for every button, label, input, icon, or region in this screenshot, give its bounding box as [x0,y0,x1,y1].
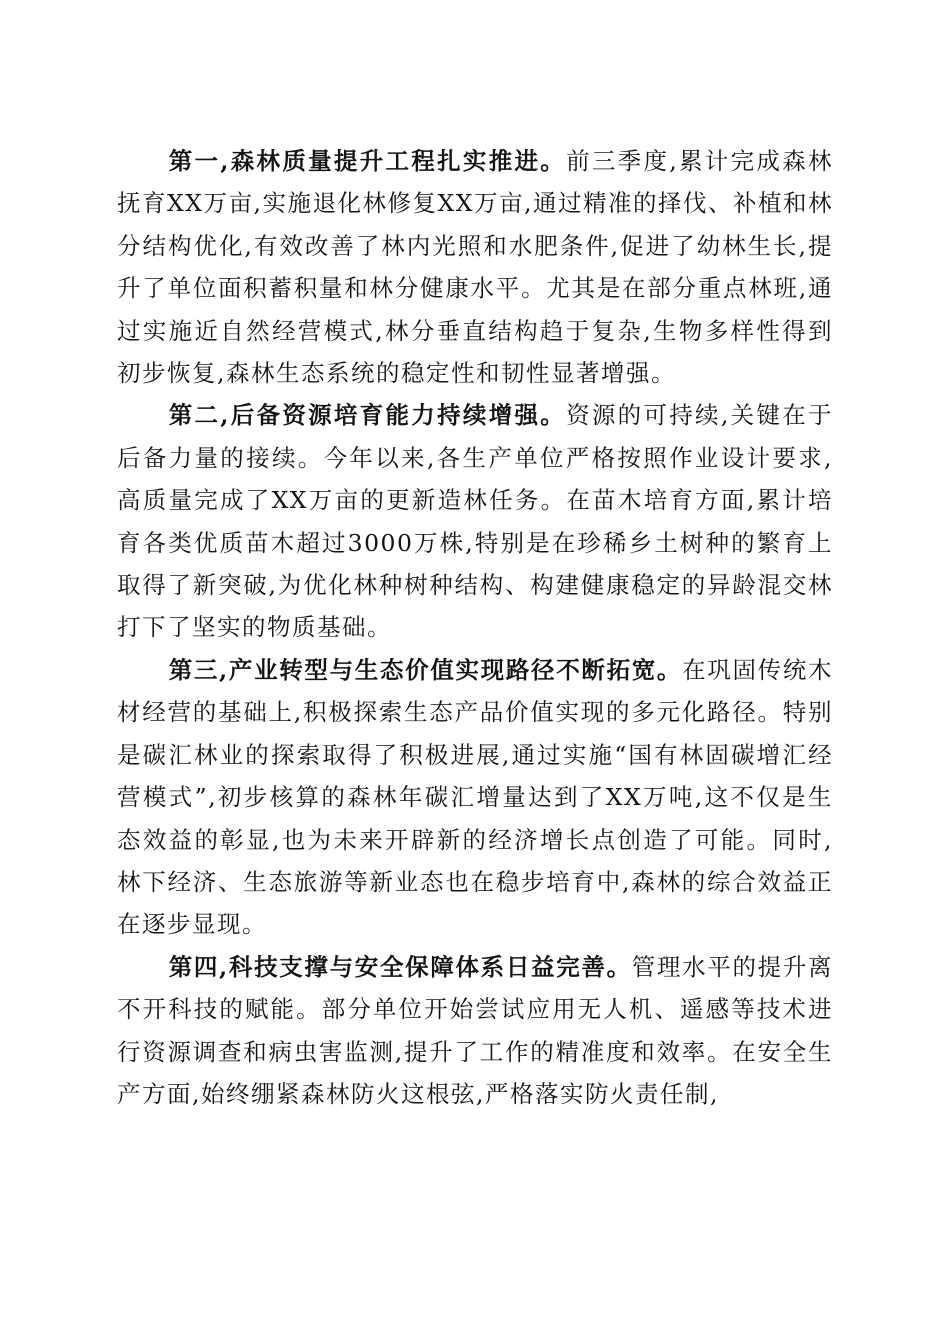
paragraph-3 [117,649,833,946]
paragraph-2-lead: 第二,后备资源培育能力持续增强。 [168,401,567,430]
paragraph-3-lead: 第三,产业转型与生态价值实现路径不断拓宽。 [168,655,683,684]
paragraph-4-lead: 第四,科技支撑与安全保障体系日益完善。 [168,952,632,981]
paragraph-3-body: 在巩固传统木材经营的基础上,积极探索生态产品价值实现的多元化路径。特别是碳汇林业的探索取得了积极进展,通过实施“国有林固碳增汇经营模式”,初步核算的森林年碳汇增量达到了XX万吨,这不仅是生态效益的彰显,也为未来开辟新的经济增长点创造了可能。同时,林下经济、生态旅游等新业态也在稳步培育中,森林的综合效益正在逐步显现。 [117,655,833,939]
paragraph-1-body: 前三季度,累计完成森林抚育XX万亩,实施退化林修复XX万亩,通过精准的择伐、补植和林分结构优化,有效改善了林内光照和水肥条件,促进了幼林生长,提升了单位面积蓄积量和林分健康水平。尤其是在部分重点林班,通过实施近自然经营模式,林分垂直结构趋于复杂,生物多样性得到初步恢复,森林生态系统的稳定性和韧性显著增强。 [117,147,833,388]
paragraph-4-body: 管理水平的提升离不开科技的赋能。部分单位开始尝试应用无人机、遥感等技术进行资源调查和病虫害监测,提升了工作的精准度和效率。在安全生产方面,始终绷紧森林防火这根弦,严格落实防火责任制, [117,952,833,1108]
paragraph-1 [117,140,833,394]
paragraph-4 [117,946,833,1116]
paragraph-2-body: 资源的可持续,关键在于后备力量的接续。今年以来,各生产单位严格按照作业设计要求,高质量完成了XX万亩的更新造林任务。在苗木培育方面,累计培育各类优质苗木超过3000万株,特别是在珍稀乡土树种的繁育上取得了新突破,为优化林种树种结构、构建健康稳定的异龄混交林打下了坚实的物质基础。 [117,401,833,642]
paragraph-1-lead: 第一,森林质量提升工程扎实推进。 [168,147,567,175]
paragraph-2 [117,394,833,648]
document-body [117,140,833,1115]
